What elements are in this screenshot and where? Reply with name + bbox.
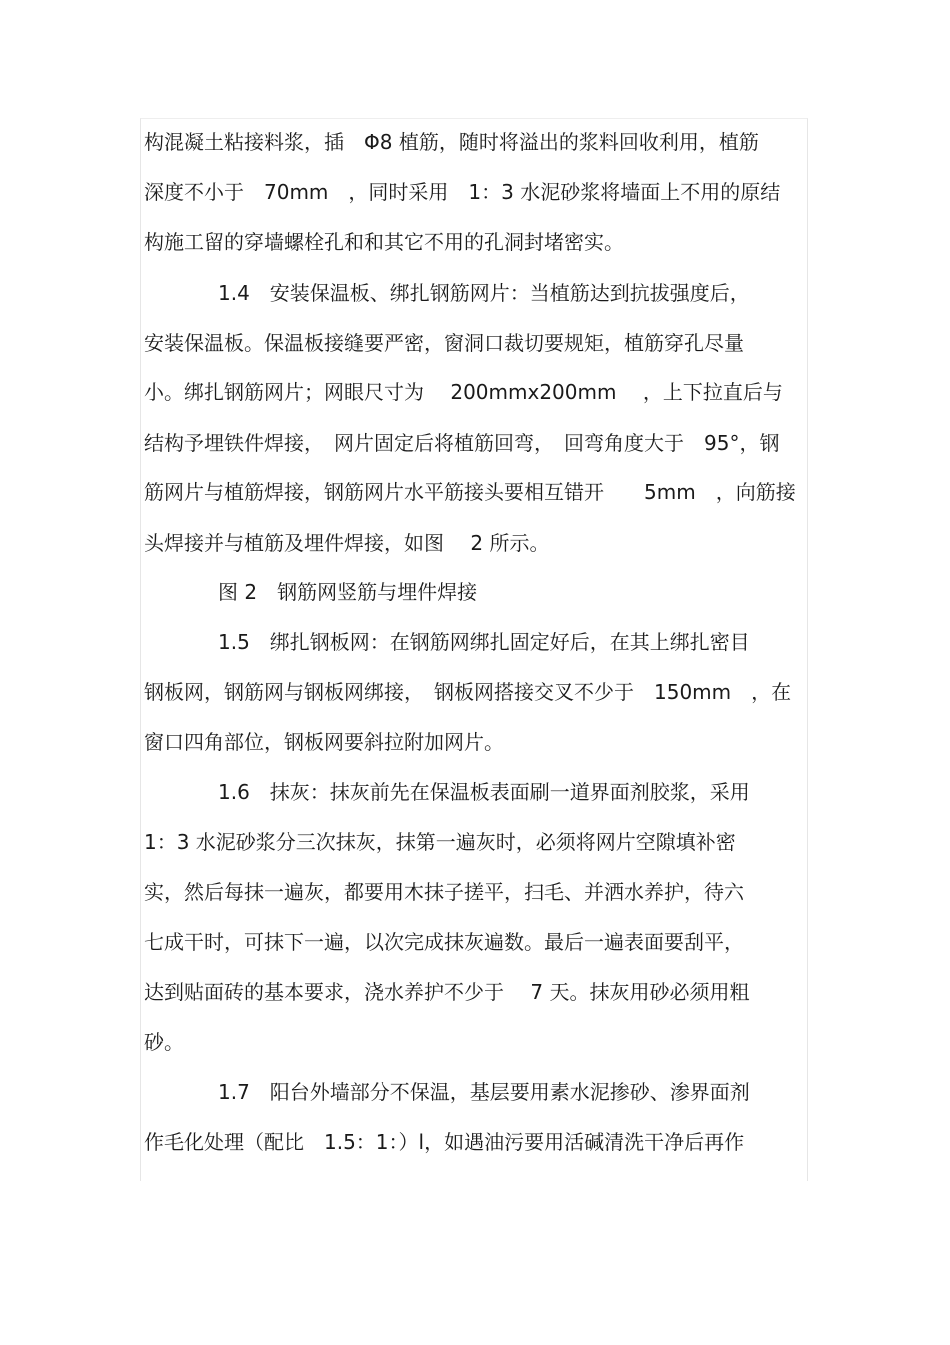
text-line: 头焊接并与植筋及埋件焊接，如图 2 所示。 (144, 531, 550, 555)
paragraph-heading-1-6: 1.6 抹灰：抹灰前先在保温板表面刷一道界面剂胶浆，采用 (218, 780, 750, 804)
text-line: 构混凝土粘接料浆，插 Φ8 植筋，随时将溢出的浆料回收利用，植筋 (144, 130, 759, 154)
text-line: 安装保温板。保温板接缝要严密，窗洞口裁切要规矩，植筋穿孔尽量 (144, 331, 744, 355)
text-line: 1：3 水泥砂浆分三次抹灰，抹第一遍灰时，必须将网片空隙填补密 (144, 830, 736, 854)
text-line: 深度不小于 70mm ，同时采用 1：3 水泥砂浆将墙面上不用的原结 (144, 180, 781, 204)
text-line: 达到贴面砖的基本要求，浇水养护不少于 7 天。抹灰用砂必须用粗 (144, 980, 750, 1004)
paragraph-heading-1-7: 1.7 阳台外墙部分不保温，基层要用素水泥掺砂、渗界面剂 (218, 1080, 750, 1104)
text-line: 钢板网，钢筋网与钢板网绑接， 钢板网搭接交叉不少于 150mm ，在 (144, 680, 792, 704)
text-line: 小。绑扎钢筋网片；网眼尺寸为 200mmx200mm ，上下拉直后与 (144, 380, 783, 404)
text-line: 砂。 (144, 1030, 184, 1054)
text-line: 构施工留的穿墙螺栓孔和和其它不用的孔洞封堵密实。 (144, 230, 624, 254)
paragraph-heading-1-4: 1.4 安装保温板、绑扎钢筋网片：当植筋达到抗拔强度后， (218, 281, 750, 305)
text-line: 作毛化处理（配比 1.5：1：）l，如遇油污要用活碱清洗干净后再作 (144, 1130, 745, 1154)
text-line: 结构予埋铁件焊接， 网片固定后将植筋回弯， 回弯角度大于 95°，钢 (144, 431, 780, 455)
text-line: 窗口四角部位，钢板网要斜拉附加网片。 (144, 730, 504, 754)
figure-caption: 图 2 钢筋网竖筋与埋件焊接 (218, 580, 478, 604)
text-line: 七成干时，可抹下一遍，以次完成抹灰遍数。最后一遍表面要刮平， (144, 930, 744, 954)
text-line: 筋网片与植筋焊接，钢筋网片水平筋接头要相互错开 5mm ，向筋接 (144, 480, 796, 504)
text-line: 实，然后每抹一遍灰，都要用木抹子搓平，扫毛、并洒水养护，待六 (144, 880, 744, 904)
paragraph-heading-1-5: 1.5 绑扎钢板网：在钢筋网绑扎固定好后，在其上绑扎密目 (218, 630, 750, 654)
